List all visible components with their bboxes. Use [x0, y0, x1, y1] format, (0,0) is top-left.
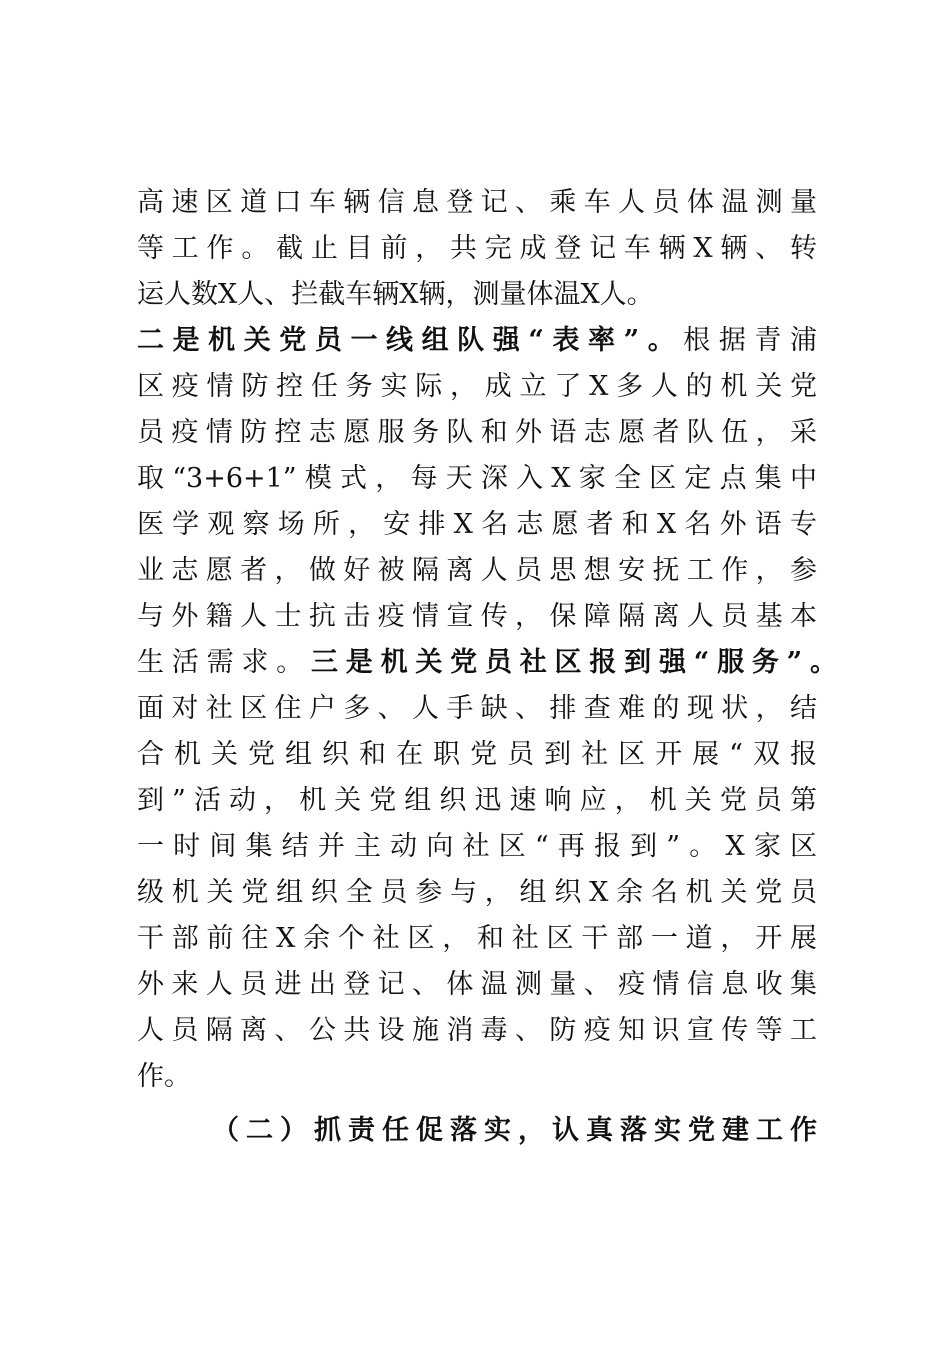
body-text-line [137, 640, 837, 686]
body-text-line [137, 318, 817, 364]
body-text-segment: 根据青浦 [683, 325, 818, 356]
body-text-line: 等工作。截止目前，共完成登记车辆X辆、转 [137, 233, 817, 264]
body-text-line: 面对社区住户多、人手缺、排查难的现状，结 [137, 693, 817, 724]
body-text-line: 与外籍人士抗击疫情宣传，保障隔离人员基本 [137, 601, 817, 632]
body-text-line: 级机关党组织全员参与，组织X余名机关党员 [137, 877, 817, 908]
body-text-line: 一时间集结并主动向社区“再报到”。X家区 [137, 831, 817, 862]
body-text-line: 取“3+6+1”模式，每天深入X家全区定点集中 [137, 463, 817, 494]
body-text-line: 运人数X人、拦截车辆X辆，测量体温X人。 [137, 279, 654, 310]
body-text-line: 区疫情防控任务实际，成立了X多人的机关党 [137, 371, 817, 402]
body-text-line: 干部前往X余个社区，和社区干部一道，开展 [137, 923, 817, 954]
body-text-line: 业志愿者，做好被隔离人员思想安抚工作，参 [137, 555, 817, 586]
bold-subheading: 二是机关党员一线组队强“表率”。 [137, 325, 684, 356]
body-text-line: 高速区道口车辆信息登记、乘车人员体温测量 [137, 187, 817, 218]
body-text-line: 医学观察场所，安排X名志愿者和X名外语专 [137, 509, 817, 540]
bold-subheading: 三是机关党员社区报到强“服务”。 [310, 647, 837, 678]
body-text-line: 到”活动，机关党组织迅速响应，机关党员第 [137, 785, 817, 816]
body-text-line: 作。 [137, 1061, 191, 1092]
body-text-line: 外来人员进出登记、体温测量、疫情信息收集 [137, 969, 817, 1000]
body-text-line: 员疫情防控志愿服务队和外语志愿者队伍，采 [137, 417, 817, 448]
section-heading: （二）抓责任促落实，认真落实党建工作 [212, 1115, 817, 1146]
body-text-line: 合机关党组织和在职党员到社区开展“双报 [137, 739, 817, 770]
body-text-line: 人员隔离、公共设施消毒、防疫知识宣传等工 [137, 1015, 817, 1046]
body-text-segment: 生活需求。 [137, 647, 311, 678]
